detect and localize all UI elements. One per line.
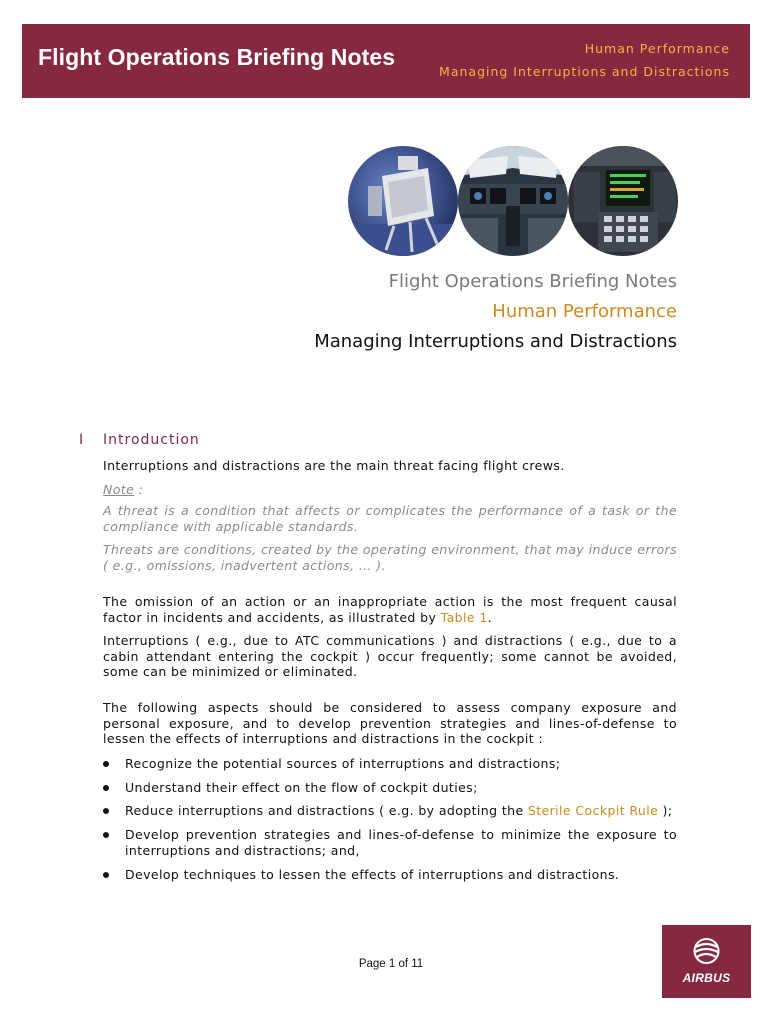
bullet-icon [103, 761, 109, 767]
sterile-cockpit-rule-link[interactable]: Sterile Cockpit Rule [527, 803, 659, 819]
document-title: Managing Interruptions and Distractions [314, 331, 677, 352]
banner-category: Human Performance [584, 41, 730, 56]
list-item [103, 867, 677, 883]
list-item [103, 756, 677, 772]
simulator-photo [348, 146, 458, 256]
list-item-text: Develop techniques to lessen the effects of interruptions and distractions. [125, 866, 620, 882]
note-text-1: A threat is a condition that affects or complicates the performance of a task or the compliance with applicable standards. [103, 503, 677, 534]
list-item-text: Develop prevention strategies and lines-of-defense to minimize the exposure to interruptions and distractions; and, [125, 827, 677, 858]
bullet-icon [103, 808, 109, 814]
list-item [103, 803, 677, 819]
banner-title: Flight Operations Briefing Notes [38, 44, 396, 70]
note-text-2: Threats are conditions, created by the operating environment, that may induce errors ( e.g., omissions, inadvertent actions, ... ). [103, 542, 677, 573]
note-colon: : [134, 482, 144, 497]
aspects-list [103, 756, 677, 882]
cockpit-panel-photo [568, 146, 678, 256]
paragraph-omission [103, 594, 677, 625]
list-item [103, 780, 677, 796]
bullet-icon [103, 832, 109, 838]
intro-paragraph: Interruptions and distractions are the main threat facing flight crews. [103, 458, 565, 473]
list-item-text: Reduce interruptions and distractions ( e.g. by adopting the [125, 803, 528, 819]
list-item-text-end: ); [658, 803, 673, 819]
bullet-icon [103, 785, 109, 791]
list-item [103, 827, 677, 858]
table-1-link[interactable]: Table 1 [440, 609, 488, 625]
airbus-swirl-icon [662, 925, 751, 971]
banner-subject: Managing Interruptions and Distractions [439, 64, 730, 79]
paragraph-omission-end: . [487, 609, 493, 625]
note-heading [103, 482, 677, 498]
paragraph-interruptions: Interruptions ( e.g., due to ATC communications ) and distractions ( e.g., due to a cabin attendant entering the cockpit ) occur frequently; some cannot be avoided, some can be minimized or eliminated. [103, 633, 677, 680]
document-category: Human Performance [492, 301, 677, 322]
page-number: Page 1 of 11 [358, 958, 424, 970]
cockpit-photo [458, 146, 568, 256]
paragraph-aspects: The following aspects should be considered to assess company exposure and personal exposure, and to develop prevention strategies and lines-of-defense to lessen the effects of interruptions and distractions in the cockpit : [103, 700, 677, 747]
paragraph-omission-text: The omission of an action or an inappropriate action is the most frequent causal factor in incidents and accidents, as illustrated by [103, 594, 677, 625]
note-label: Note [103, 482, 135, 497]
photo-strip [348, 146, 678, 256]
list-item-text: Understand their effect on the flow of cockpit duties; [125, 779, 478, 795]
section-number: I [79, 432, 84, 448]
bullet-icon [103, 872, 109, 878]
section-title: Introduction [103, 432, 200, 448]
document-series-title: Flight Operations Briefing Notes [388, 271, 677, 292]
logo-wordmark: AIRBUS [682, 971, 731, 985]
header-banner [22, 24, 750, 98]
airbus-logo [662, 925, 751, 998]
list-item-text: Recognize the potential sources of interruptions and distractions; [125, 756, 561, 771]
